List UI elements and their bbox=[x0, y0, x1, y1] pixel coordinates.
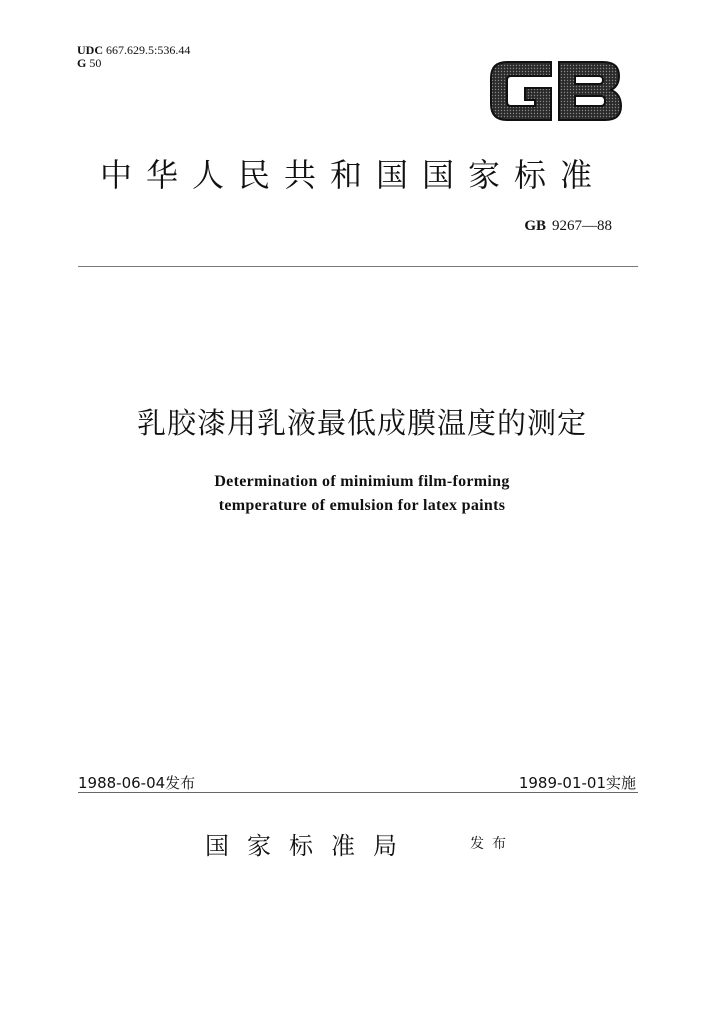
standard-number-prefix: GB bbox=[524, 218, 546, 234]
udc-value: 667.629.5:536.44 bbox=[106, 43, 191, 57]
effective-date: 1989-01-01实施 bbox=[518, 774, 636, 792]
issue-date: 1988-06-04发布 bbox=[78, 774, 196, 792]
header-divider bbox=[78, 266, 638, 267]
gb-logo-icon bbox=[485, 52, 627, 130]
ccs-value: 50 bbox=[89, 56, 102, 70]
chinese-title: 乳胶漆用乳液最低成膜温度的测定 bbox=[136, 406, 587, 440]
english-title bbox=[0, 470, 724, 518]
english-title-line-1: Determination of minimium film-forming bbox=[214, 473, 510, 490]
standard-type-title: 中华人民共和国国家标准 bbox=[100, 156, 607, 194]
ccs-label: G bbox=[77, 56, 87, 70]
standard-number bbox=[524, 218, 612, 235]
issue-label: 发布 bbox=[470, 836, 514, 852]
english-title-line-2: temperature of emulsion for latex paints bbox=[218, 497, 506, 514]
standard-number-value: 9267—88 bbox=[552, 218, 612, 234]
ccs-line bbox=[77, 57, 190, 70]
date-divider bbox=[78, 792, 638, 793]
udc-label: UDC bbox=[77, 43, 103, 57]
classification-block bbox=[77, 44, 190, 70]
gb-logo bbox=[485, 52, 627, 130]
issuing-authority: 国家标准局 bbox=[205, 832, 415, 860]
